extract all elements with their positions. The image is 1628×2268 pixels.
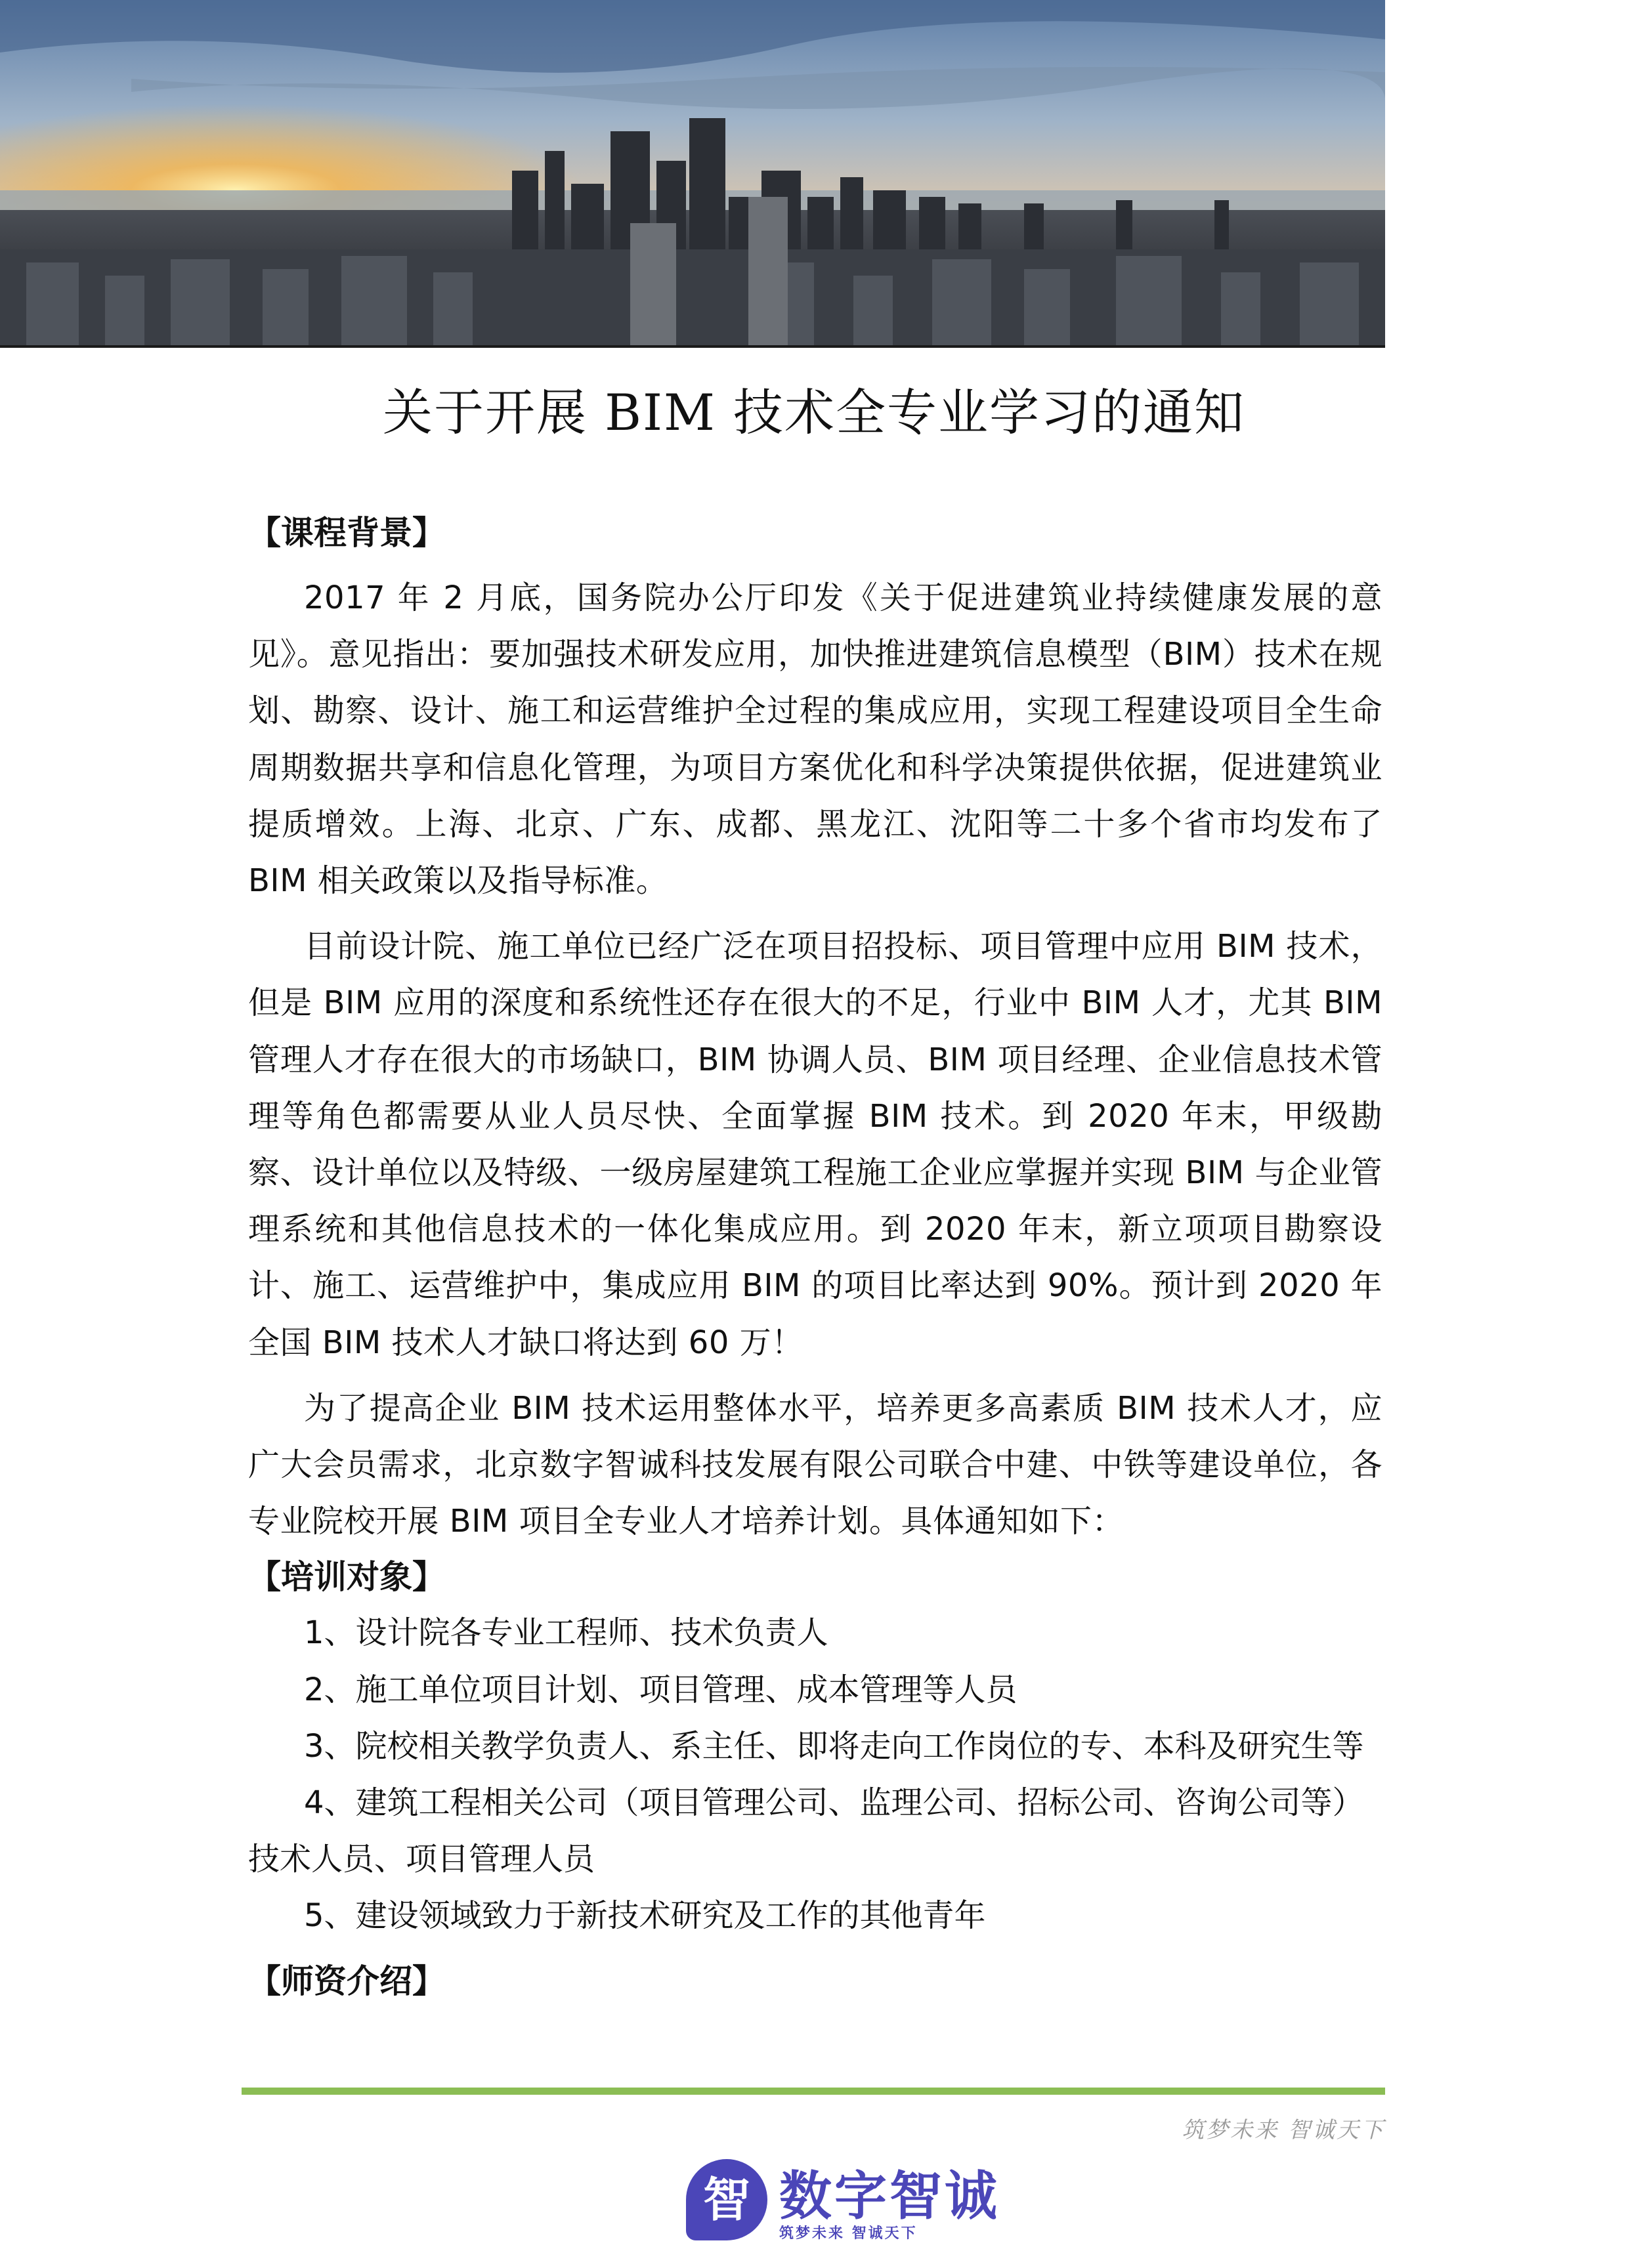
section-heading-targets: 【培训对象】 [248,1558,445,1597]
footer-slogan: 筑梦未来 智诚天下 [1182,2117,1385,2143]
city-skyline-photo [0,0,1385,345]
target-list-item: 5、建设领域致力于新技术研究及工作的其他青年 [304,1897,986,1935]
background-paragraph: 为了提高企业 BIM 技术运用整体水平，培养更多高素质 BIM 技术人才，应广大会员需求，北京数字智诚科技发展有限公司联合中建、中铁等建设单位，各专业院校开展 BIM 项目全专业人才培养计划。具体通知如下： [248,1389,1382,1540]
logo-tagline: 筑梦未来 智诚天下 [779,2225,918,2242]
logo-company-name: 数字智诚 [779,2166,1000,2227]
notice-body [248,505,1382,2009]
target-list-item: 2、施工单位项目计划、项目管理、成本管理等人员 [304,1671,1018,1708]
section-heading-background: 【课程背景】 [248,514,445,552]
section-heading-faculty: 【师资介绍】 [248,1962,445,2000]
target-list-item: 3、院校相关教学负责人、系主任、即将走向工作岗位的专、本科及研究生等 [304,1727,1364,1765]
target-list-item: 4、建筑工程相关公司（项目管理公司、监理公司、招标公司、咨询公司等）技术人员、项目管理人员 [248,1784,1364,1878]
background-paragraph: 目前设计院、施工单位已经广泛在项目招投标、项目管理中应用 BIM 技术，但是 BIM 应用的深度和系统性还存在很大的不足，行业中 BIM 人才，尤其 BIM 管理人才存在很大的市场缺口，BIM 协调人员、BIM 项目经理、企业信息技术管理等角色都需要从业人员尽快、全面掌握 BIM 技术。到 2020 年末，甲级勘察、设计单位以及特级、一级房屋建筑工程施工企业应掌握并实现 BIM 与企业管理系统和其他信息技术的一体化集成应用。到 2020 年末，新立项项目勘察设计、施工、运营维护中，集成应用 BIM 的项目比率达到 90%。预计到 2020 年全国 BIM 技术人才缺口将达到 60 万！ [248,928,1382,1361]
logo-badge-icon: 智 [686,2159,767,2240]
target-list-item: 1、设计院各专业工程师、技术负责人 [304,1614,828,1652]
company-logo [686,2152,1000,2244]
page-title: 关于开展 BIM 技术全专业学习的通知 [382,383,1245,442]
header-banner [0,0,1385,345]
footer-divider [242,2088,1385,2095]
background-paragraph: 2017 年 2 月底，国务院办公厅印发《关于促进建筑业持续健康发展的意见》。意见指出：要加强技术研发应用，加快推进建筑信息模型（BIM）技术在规划、勘察、设计、施工和运营维护全过程的集成应用，实现工程建设项目全生命周期数据共享和信息化管理，为项目方案优化和科学决策提供依据，促进建筑业提质增效。上海、北京、广东、成都、黑龙江、沈阳等二十多个省市均发布了 BIM 相关政策以及指导标准。 [248,579,1382,900]
banner-divider [0,345,1385,348]
